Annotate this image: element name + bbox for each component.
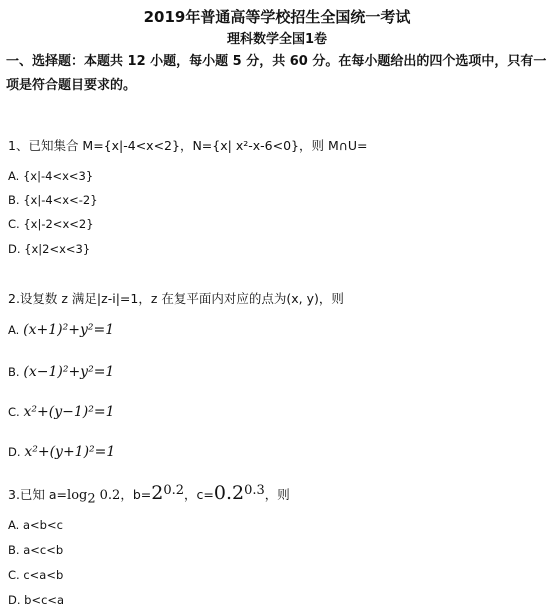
q3-log: log (67, 488, 88, 503)
q3-log-base: 2 (87, 491, 96, 507)
q3-c-base: 0.2 (213, 482, 245, 504)
question-2-option-d (8, 444, 115, 460)
option-formula: (x−1)²+y²=1 (23, 364, 115, 380)
option-label: C. (8, 405, 20, 419)
question-3-option-a: A. a<b<c (8, 518, 63, 532)
section-instructions-line1: 一、选择题：本题共 12 小题，每小题 5 分，共 60 分。在每小题给出的四个选项中，只有一 (6, 54, 547, 69)
exam-subtitle: 理科数学全国1卷 (226, 32, 328, 47)
question-1-option-b: B. {x|-4<x<-2} (8, 193, 98, 207)
option-formula: (x+1)²+y²=1 (23, 322, 115, 338)
question-3-option-d: D. b<c<a (8, 593, 65, 607)
option-formula: x²+(y+1)²=1 (24, 444, 116, 460)
option-formula: x²+(y−1)²=1 (23, 404, 115, 420)
option-label: B. (8, 365, 20, 379)
question-1-option-a: A. {x|-4<x<3} (8, 169, 94, 183)
q3-prefix: 3.已知 a= (8, 487, 68, 502)
question-2-option-c (8, 404, 114, 420)
question-2-option-b (8, 364, 114, 380)
question-1-option-c: C. {x|-2<x<2} (8, 217, 94, 231)
q3-b-exp: 0.2 (163, 482, 185, 498)
q3-c-label: ，c= (184, 487, 214, 502)
q3-c-exp: 0.3 (244, 482, 265, 498)
question-3-option-b: B. a<c<b (8, 543, 64, 557)
option-label: A. (8, 323, 20, 337)
option-label: D. (8, 445, 21, 459)
q3-log-arg: 0.2 (99, 488, 121, 503)
exam-title: 2019年普通高等学校招生全国统一考试 (143, 8, 411, 26)
q3-b-label: ，b= (120, 487, 152, 502)
question-2-option-a (8, 322, 114, 338)
question-1-option-d: D. {x|2<x<3} (8, 242, 91, 256)
q3-suffix: ，则 (264, 487, 290, 502)
q3-b-base: 2 (151, 482, 164, 504)
section-instructions-line2: 项是符合题目要求的。 (6, 78, 137, 93)
question-3-stem (8, 482, 290, 507)
question-3-option-c: C. c<a<b (8, 568, 64, 582)
question-2-stem: 2.设复数 z 满足|z-i|=1，z 在复平面内对应的点为(x, y)，则 (8, 291, 344, 306)
question-1-stem: 1、已知集合 M={x|-4<x<2}，N={x| x²-x-6<0}，则 M∩U= (8, 138, 368, 153)
